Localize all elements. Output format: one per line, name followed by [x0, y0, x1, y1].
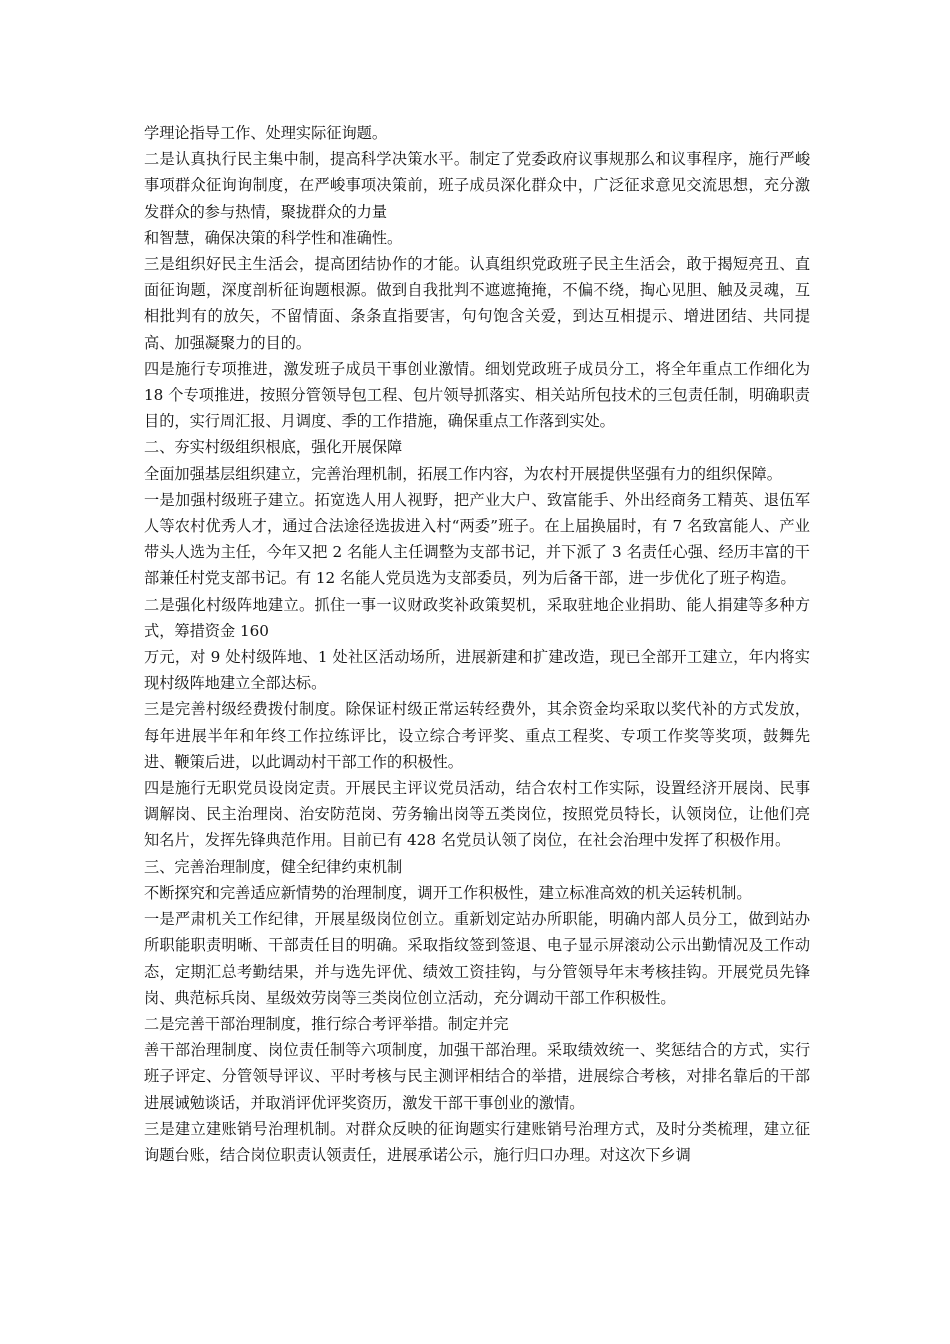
paragraph: 不断探究和完善适应新情势的治理制度，调开工作积极性，建立标准高效的机关运转机制。	[144, 883, 752, 902]
paragraph: 善干部治理制度、岗位责任制等六项制度，加强干部治理。采取绩效统一、奖惩结合的方式，实行班子评定、分管领导评议、平时考核与民主测评相结合的举措，进展综合考核，对排名靠后的干部进展诫勉谈话，并取消评优评奖资历，激发干部干事创业的激情。	[144, 1041, 810, 1112]
paragraph: 四是施行专项推进，激发班子成员干事创业激情。细划党政班子成员分工，将全年重点工作细化为 18 个专项推进，按照分管领导包工程、包片领导抓落实、相关站所包技术的三包责任制，明确职责目的，实行周汇报、月调度、季的工作措施，确保重点工作落到实处。	[144, 359, 810, 431]
paragraph: 二是强化村级阵地建立。抓住一事一议财政奖补政策契机，采取驻地企业捐助、能人捐建等多种方式，筹措资金 160	[144, 595, 810, 640]
paragraph: 全面加强基层组织建立，完善治理机制，拓展工作内容，为农村开展提供坚强有力的组织保障。	[144, 464, 782, 483]
paragraph: 一是严肃机关工作纪律，开展星级岗位创立。重新划定站办所职能，明确内部人员分工，做到站办所职能职责明晰、干部责任目的明确。采取指纹签到签退、电子显示屏滚动公示出勤情况及工作动态，定期汇总考勤结果，并与选先评优、绩效工资挂钩，与分管领导年末考核挂钩。开展党员先锋岗、典范标兵岗、星级效劳岗等三类岗位创立活动，充分调动干部工作积极性。	[144, 910, 810, 1007]
paragraph: 三是组织好民主生活会，提高团结协作的才能。认真组织党政班子民主生活会，敢于揭短亮丑、直面征询题，深度剖析征询题根源。做到自我批判不遮遮掩掩，不偏不绕，掏心见胆、触及灵魂，互相批判有的放矢，不留情面、条条直指要害，句句饱含关爱，到达互相提示、增进团结、共同提高、加强凝聚力的目的。	[144, 255, 810, 352]
section-heading: 三、完善治理制度，健全纪律约束机制	[144, 857, 403, 876]
paragraph: 二是认真执行民主集中制，提高科学决策水平。制定了党委政府议事规那么和议事程序，施行严峻事项群众征询询制度，在严峻事项决策前，班子成员深化群众中，广泛征求意见交流思想，充分激发群众的参与热情，聚拢群众的力量	[144, 150, 810, 221]
paragraph: 二是完善干部治理制度，推行综合考评举措。制定并完	[144, 1014, 509, 1033]
paragraph: 和智慧，确保决策的科学性和准确性。	[144, 228, 403, 247]
section-heading: 二、夯实村级组织根底，强化开展保障	[144, 438, 403, 457]
paragraph: 四是施行无职党员设岗定责。开展民主评议党员活动，结合农村工作实际，设置经济开展岗、民事调解岗、民主治理岗、治安防范岗、劳务输出岗等五类岗位，按照党员特长，认领岗位，让他们亮知名片，发挥先锋典范作用。目前已有 428 名党员认领了岗位，在社会治理中发挥了积极作用。	[144, 779, 810, 850]
paragraph: 三是建立建账销号治理机制。对群众反映的征询题实行建账销号治理方式，及时分类梳理，建立征询题台账，结合岗位职责认领责任，进展承诺公示，施行归口办理。对这次下乡调	[144, 1119, 810, 1164]
document-body	[144, 120, 810, 1168]
paragraph: 一是加强村级班子建立。拓宽选人用人视野，把产业大户、致富能手、外出经商务工精英、退伍军人等农村优秀人才，通过合法途径选拔进入村“两委”班子。在上届换届时，有 7 名致富能人、产业带头人选为主任，今年又把 2 名能人主任调整为支部书记，并下派了 3 名责任心强、经历丰富的干部兼任村党支部书记。有 12 名能人党员选为支部委员，列为后备干部，进一步优化了班子构造。	[144, 490, 810, 588]
paragraph: 学理论指导工作、处理实际征询题。	[144, 124, 387, 142]
paragraph: 三是完善村级经费拨付制度。除保证村级正常运转经费外，其余资金均采取以奖代补的方式发放，每年进展半年和年终工作拉练评比，设立综合考评奖、重点工程奖、专项工作奖等奖项，鼓舞先进、鞭策后进，以此调动村干部工作的积极性。	[144, 700, 810, 771]
paragraph: 万元，对 9 处村级阵地、1 处社区活动场所，进展新建和扩建改造，现已全部开工建立，年内将实现村级阵地建立全部达标。	[144, 648, 810, 693]
